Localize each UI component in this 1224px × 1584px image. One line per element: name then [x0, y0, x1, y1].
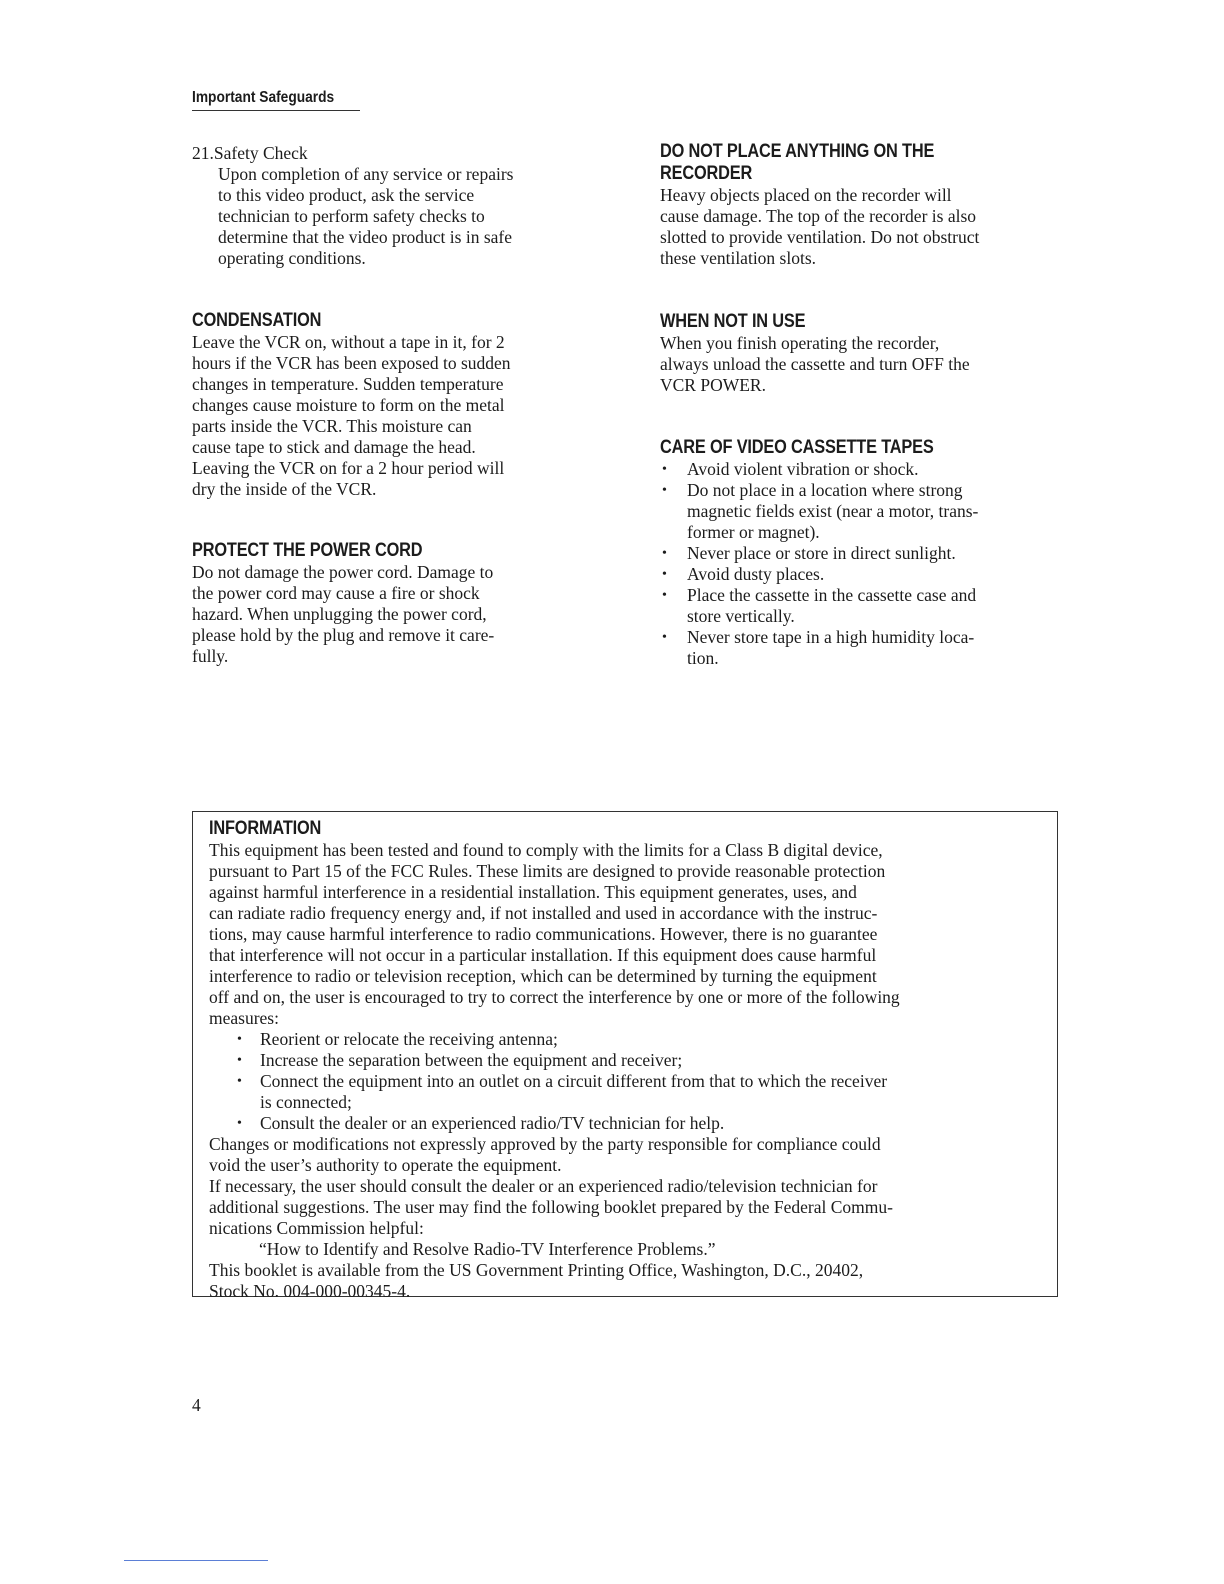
not-in-use-body [660, 333, 1080, 396]
body-line: please hold by the plug and remove it care- [192, 625, 495, 645]
body-line: additional suggestions. The user may find the following booklet prepared by the Federal Commu- [209, 1197, 893, 1217]
body-line: tions, may cause harmful interference to radio communications. However, there is no guarantee [209, 924, 878, 944]
body-line: VCR POWER. [660, 375, 766, 395]
list-item-line: • Reorient or relocate the receiving antenna; [260, 1029, 558, 1049]
body-line: cause damage. The top of the recorder is also [660, 206, 977, 226]
availability-paragraph [209, 1260, 1049, 1302]
body-line: If necessary, the user should consult the dealer or an experienced radio/television technician for [209, 1176, 878, 1196]
list-item [660, 543, 1080, 564]
body-line: determine that the video product is in safe [218, 227, 513, 247]
body-line: Changes or modifications not expressly approved by the party responsible for compliance could [209, 1134, 881, 1154]
cassette-tapes-list [660, 459, 1080, 669]
do-not-place-section [660, 141, 1080, 269]
body-line: operating conditions. [218, 248, 366, 268]
list-item [660, 480, 1080, 543]
list-item-line: • Consult the dealer or an experienced radio/TV technician for help. [260, 1113, 725, 1133]
body-line: technician to perform safety checks to [218, 206, 485, 226]
condensation-body [192, 332, 612, 500]
list-item-line: • Avoid violent vibration or shock. [687, 459, 919, 479]
list-item-line: store vertically. [687, 606, 795, 626]
body-line: the power cord may cause a fire or shock [192, 583, 480, 603]
list-item [660, 627, 1080, 669]
body-line: This equipment has been tested and found to comply with the limits for a Class B digital device, [209, 840, 883, 860]
not-in-use-section [660, 311, 1080, 396]
body-line: Do not damage the power cord. Damage to [192, 562, 494, 582]
body-line: void the user’s authority to operate the equipment. [209, 1155, 562, 1175]
do-not-place-body [660, 185, 1080, 269]
changes-paragraph [209, 1134, 1049, 1176]
safety-check-body [192, 164, 612, 269]
body-line: interference to radio or television reception, which can be determined by turning the equipment [209, 966, 877, 986]
cassette-tapes-section [660, 437, 1080, 669]
measures-list [209, 1029, 1049, 1134]
body-line: nications Commission helpful: [209, 1218, 424, 1238]
list-item [209, 1029, 1049, 1050]
page-number: 4 [192, 1395, 201, 1415]
cassette-tapes-heading: CARE OF VIDEO CASSETTE TAPES [660, 437, 934, 458]
information-heading: INFORMATION [209, 818, 322, 839]
list-item-line: former or magnet). [687, 522, 820, 542]
body-line: changes cause moisture to form on the metal [192, 395, 505, 415]
body-line: these ventilation slots. [660, 248, 817, 268]
list-item [660, 564, 1080, 585]
list-item-line: • Increase the separation between the equipment and receiver; [260, 1050, 683, 1070]
information-content [209, 818, 1049, 1302]
condensation-section [192, 310, 612, 500]
list-item-line: tion. [687, 648, 719, 668]
header-underline [192, 110, 360, 111]
list-item [660, 459, 1080, 480]
body-line: dry the inside of the VCR. [192, 479, 377, 499]
body-line: to this video product, ask the service [218, 185, 475, 205]
body-line: hours if the VCR has been exposed to sudden [192, 353, 511, 373]
information-intro [209, 840, 1049, 1029]
list-item-line: magnetic fields exist (near a motor, trans- [687, 501, 979, 521]
list-item [209, 1071, 1049, 1113]
list-item-line: is connected; [260, 1092, 352, 1112]
safety-check-section [192, 143, 612, 269]
page-header-title: Important Safeguards [192, 89, 335, 106]
body-line: that interference will not occur in a particular installation. If this equipment does cause harmful [209, 945, 877, 965]
list-item-line: • Do not place in a location where strong [687, 480, 963, 500]
power-cord-section [192, 540, 612, 667]
body-line: Heavy objects placed on the recorder will [660, 185, 952, 205]
do-not-place-heading: DO NOT PLACE ANYTHING ON THE [660, 141, 935, 162]
booklet-title: “How to Identify and Resolve Radio-TV Interference Problems.” [259, 1239, 716, 1259]
not-in-use-heading: WHEN NOT IN USE [660, 311, 806, 332]
body-line: This booklet is available from the US Government Printing Office, Washington, D.C., 20402, [209, 1260, 864, 1280]
list-item [660, 585, 1080, 627]
information-box [192, 811, 1058, 1301]
consult-paragraph [209, 1176, 1049, 1239]
body-line: hazard. When unplugging the power cord, [192, 604, 487, 624]
list-item [209, 1050, 1049, 1071]
body-line: always unload the cassette and turn OFF the [660, 354, 970, 374]
list-item [209, 1113, 1049, 1134]
body-line: Leaving the VCR on for a 2 hour period will [192, 458, 505, 478]
power-cord-heading: PROTECT THE POWER CORD [192, 540, 423, 561]
body-line: fully. [192, 646, 229, 666]
list-item-line: • Place the cassette in the cassette case and [687, 585, 977, 605]
body-line: Upon completion of any service or repairs [218, 164, 514, 184]
power-cord-body [192, 562, 612, 667]
body-line: measures: [209, 1008, 279, 1028]
body-line: slotted to provide ventilation. Do not obstruct [660, 227, 980, 247]
body-line: changes in temperature. Sudden temperature [192, 374, 504, 394]
footer-rule [124, 1560, 268, 1561]
body-line: off and on, the user is encouraged to try to correct the interference by one or more of the following [209, 987, 900, 1007]
body-line: When you finish operating the recorder, [660, 333, 940, 353]
body-line: can radiate radio frequency energy and, if not installed and used in accordance with the instruc- [209, 903, 878, 923]
list-item-line: • Connect the equipment into an outlet on a circuit different from that to which the receiver [260, 1071, 888, 1091]
list-item-line: • Never place or store in direct sunlight. [687, 543, 956, 563]
body-line: Stock No. 004-000-00345-4. [209, 1281, 411, 1301]
list-item-line: • Avoid dusty places. [687, 564, 825, 584]
do-not-place-heading-line2: RECORDER [660, 163, 753, 184]
condensation-heading: CONDENSATION [192, 310, 322, 331]
body-line: cause tape to stick and damage the head. [192, 437, 476, 457]
body-line: parts inside the VCR. This moisture can [192, 416, 472, 436]
safety-check-heading: 21.Safety Check [192, 143, 308, 163]
body-line: pursuant to Part 15 of the FCC Rules. These limits are designed to provide reasonable protection [209, 861, 886, 881]
body-line: Leave the VCR on, without a tape in it, for 2 [192, 332, 505, 352]
body-line: against harmful interference in a residential installation. This equipment generates, uses, and [209, 882, 857, 902]
list-item-line: • Never store tape in a high humidity loca- [687, 627, 975, 647]
